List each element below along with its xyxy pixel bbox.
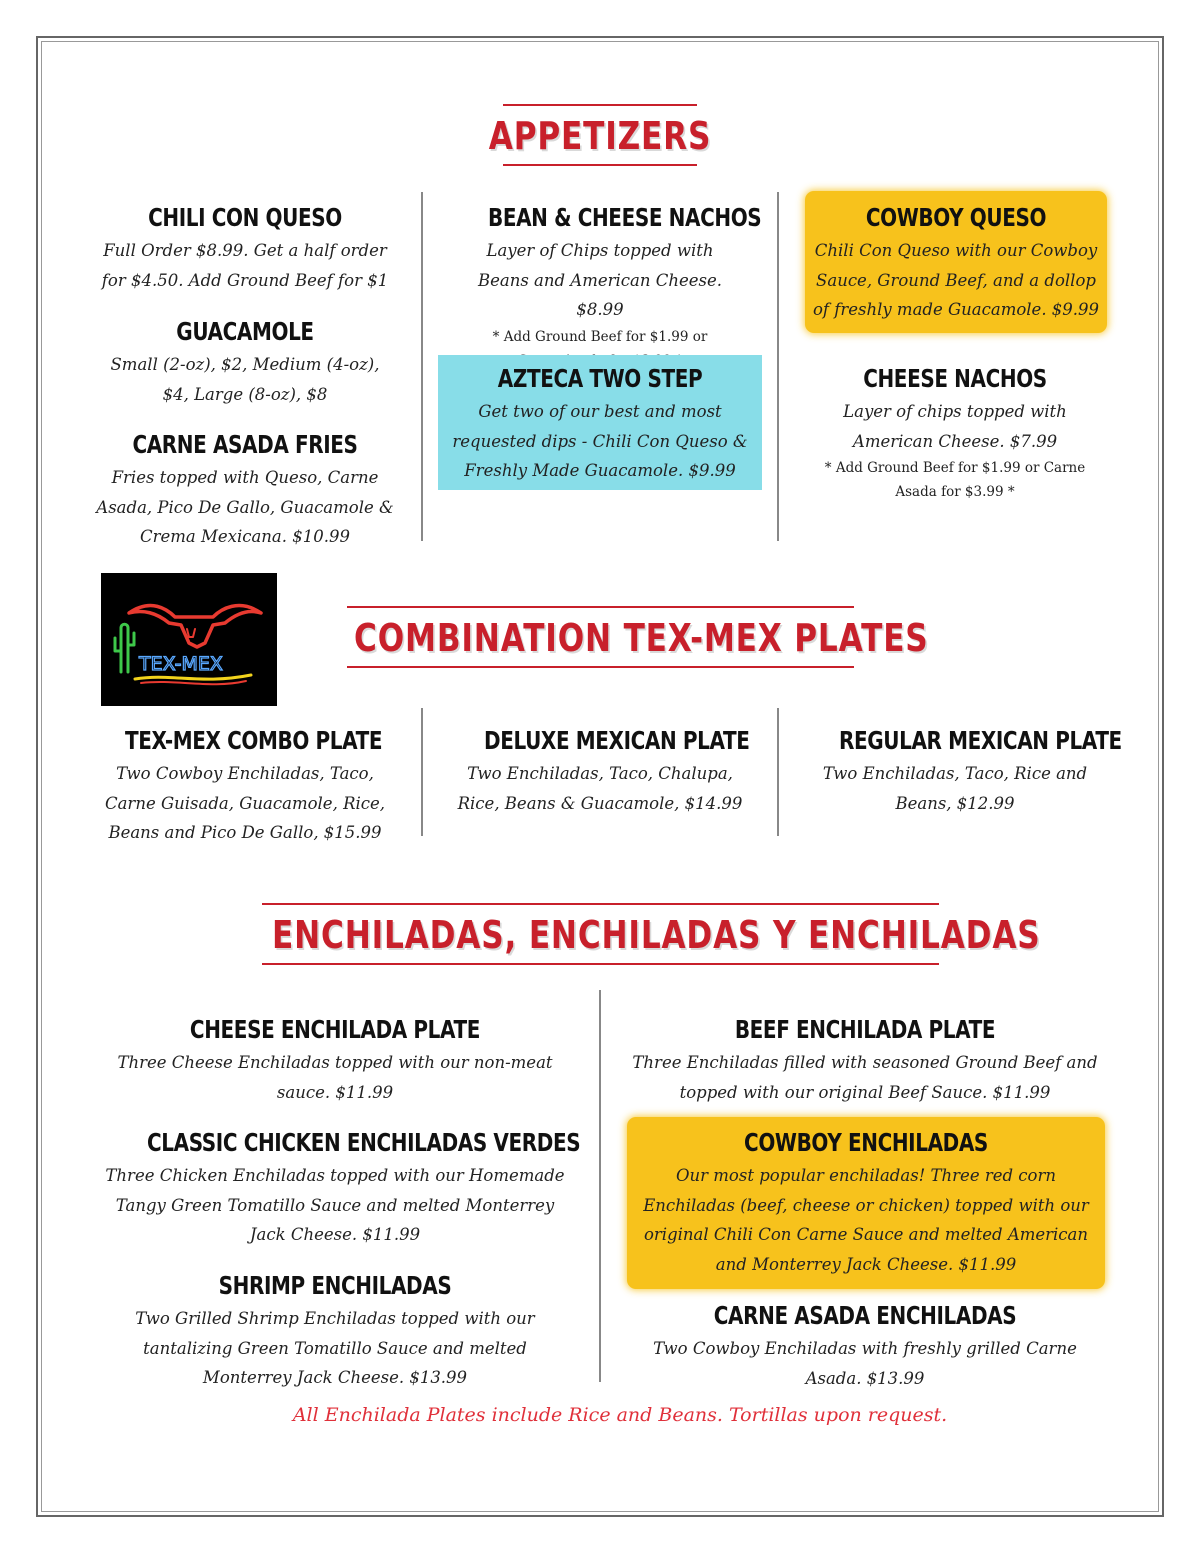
item-name: COWBOY QUESO (865, 203, 1047, 232)
menu-item-chili-con-queso (95, 201, 395, 295)
longhorn-cactus-icon (101, 573, 277, 706)
item-name: DELUXE MEXICAN PLATE (484, 726, 750, 755)
appetizers-heading: APPETIZERS (488, 114, 712, 158)
enchilada-footer-note: All Enchilada Plates include Rice and Beans. Tortillas upon request. (292, 1404, 948, 1426)
item-name: SHRIMP ENCHILADAS (218, 1271, 452, 1300)
item-description: Chili Con Queso with our Cowboy Sauce, Ground Beef, and a dollop of freshly made Guacamole. $9.99 (812, 241, 1100, 319)
item-description: Two Cowboy Enchiladas with freshly grilled Carne Asada. $13.99 (653, 1339, 1077, 1388)
item-name: CHEESE ENCHILADA PLATE (189, 1015, 481, 1044)
menu-item-classic-chicken-enchiladas-verdes (100, 1126, 581, 1250)
item-description: Our most popular enchiladas! Three red corn Enchiladas (beef, cheese or chicken) topped with our original Chili Con Carne Sauce and melted American and Monterrey Jack Cheese. $11.99 (643, 1166, 1089, 1274)
menu-item-guacamole (95, 315, 395, 409)
item-description: Two Grilled Shrimp Enchiladas topped with our tantalizing Green Tomatillo Sauce and melted Monterrey Jack Cheese. $13.99 (135, 1309, 535, 1387)
item-name: COWBOY ENCHILADAS (744, 1128, 988, 1157)
menu-item-cheese-nachos (805, 362, 1105, 504)
menu-item-carne-asada-enchiladas (630, 1299, 1100, 1393)
item-description: Two Cowboy Enchiladas, Taco, Carne Guisada, Guacamole, Rice, Beans and Pico De Gallo, $15.99 (104, 764, 386, 842)
appetizers-rule-bottom (503, 164, 697, 166)
menu-item-regular-mexican-plate (810, 724, 1122, 818)
logo-text: TEX-MEX (139, 653, 223, 675)
item-description: Two Enchiladas, Taco, Chalupa, Rice, Beans & Guacamole, $14.99 (457, 764, 743, 813)
item-description: Small (2-oz), $2, Medium (4-oz), $4, Large (8-oz), $8 (110, 355, 380, 404)
enchiladas-heading: ENCHILADAS, ENCHILADAS Y ENCHILADAS (272, 913, 1041, 957)
item-description: Full Order $8.99. Get a half order for $4.50. Add Ground Beef for $1 (101, 241, 389, 290)
combo-heading: COMBINATION TEX-MEX PLATES (354, 616, 929, 660)
appetizers-divider-right (777, 192, 779, 541)
item-description: Layer of chips topped with American Cheese. $7.99 (843, 402, 1067, 451)
item-description: Get two of our best and most requested dips - Chili Con Queso & Freshly Made Guacamole. $9.99 (452, 402, 748, 480)
item-note: * Add Ground Beef for $1.99 or Carne Asada for $3.99 * (824, 460, 1086, 500)
item-name: CHEESE NACHOS (863, 364, 1047, 393)
appetizers-rule-top (503, 104, 697, 106)
item-name: REGULAR MEXICAN PLATE (839, 726, 1122, 755)
item-description: Three Chicken Enchiladas topped with our Homemade Tangy Green Tomatillo Sauce and melted Monterrey Jack Cheese. $11.99 (105, 1166, 565, 1244)
enchiladas-divider (599, 990, 601, 1382)
menu-item-cowboy-queso (808, 201, 1104, 325)
item-name: TEX-MEX COMBO PLATE (125, 726, 383, 755)
item-name: CLASSIC CHICKEN ENCHILADAS VERDES (147, 1128, 581, 1157)
combo-divider-right (777, 708, 779, 836)
combo-divider-left (421, 708, 423, 836)
item-name: CHILI CON QUESO (148, 203, 342, 232)
appetizers-divider-left (421, 192, 423, 541)
enchiladas-rule-top (262, 903, 939, 905)
item-description: Two Enchiladas, Taco, Rice and Beans, $12.99 (822, 764, 1088, 813)
item-description: Three Enchiladas filled with seasoned Ground Beef and topped with our original Beef Sauce. $11.99 (632, 1053, 1098, 1102)
item-name: GUACAMOLE (176, 317, 314, 346)
menu-item-tex-mex-combo-plate (95, 724, 395, 848)
item-name: CARNE ASADA FRIES (132, 430, 358, 459)
menu-item-cheese-enchilada-plate (100, 1013, 570, 1107)
tex-mex-neon-logo (101, 573, 277, 706)
item-name: AZTECA TWO STEP (497, 364, 703, 393)
item-description: Layer of Chips topped with Beans and American Cheese. $8.99 (477, 241, 723, 319)
combo-rule-bottom (347, 666, 854, 668)
menu-item-azteca-two-step (450, 362, 750, 486)
menu-item-carne-asada-fries (95, 428, 395, 552)
menu-item-cowboy-enchiladas (630, 1126, 1102, 1279)
menu-item-bean-cheese-nachos (460, 201, 762, 373)
item-description: Fries topped with Queso, Carne Asada, Pico De Gallo, Guacamole & Crema Mexicana. $10.99 (96, 468, 394, 546)
item-name: BEAN & CHEESE NACHOS (488, 203, 762, 232)
item-note: * Add Ground Beef for $1.99 or (492, 328, 708, 345)
item-name: CARNE ASADA ENCHILADAS (713, 1301, 1017, 1330)
item-description: Three Cheese Enchiladas topped with our non-meat sauce. $11.99 (117, 1053, 553, 1102)
menu-item-shrimp-enchiladas (100, 1269, 570, 1393)
item-name: BEEF ENCHILADA PLATE (734, 1015, 996, 1044)
menu-item-beef-enchilada-plate (630, 1013, 1100, 1107)
menu-item-deluxe-mexican-plate (455, 724, 750, 818)
combo-rule-top (347, 606, 854, 608)
enchiladas-rule-bottom (262, 963, 939, 965)
